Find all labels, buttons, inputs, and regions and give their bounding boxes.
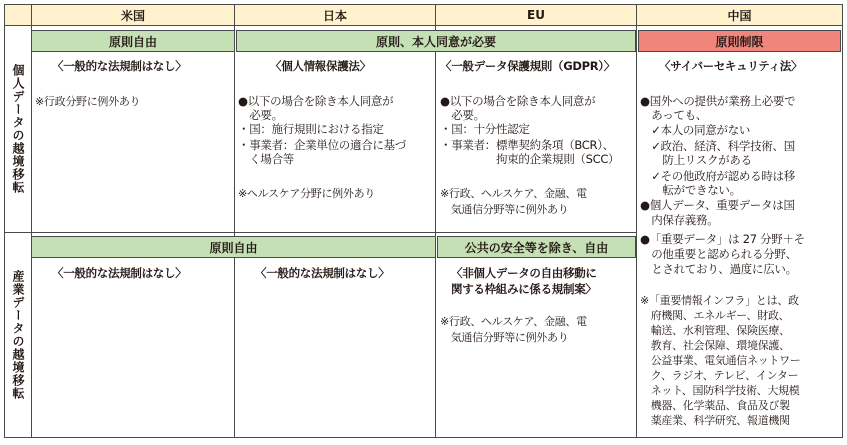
header-jp: 日本 <box>234 4 436 26</box>
band-personal-jp-eu: 原則、本人同意が必要 <box>236 30 636 52</box>
cn-line-6: ✓その他政府が認める時は移 <box>640 169 795 183</box>
eu-line-1: ●以下の場合を除き本人同意が <box>440 94 596 108</box>
cn-note-9: 薬産業、科学研究、報道機関 <box>640 414 790 427</box>
eu-line-5: 拘束的企業規則（SCC） <box>440 152 620 166</box>
band-industrial-us-jp: 原則自由 <box>31 236 436 258</box>
header-eu: EU <box>435 4 637 26</box>
law-personal-us: 〈一般的な法規制はなし〉 <box>52 59 187 73</box>
jp-line-3: ・国：施行規則における指定 <box>238 122 384 136</box>
jp-line-2: 必要。 <box>238 108 283 122</box>
jp-line-4: ・事業者：企業単位の適合に基づ <box>238 138 406 152</box>
cn-line-4: ✓政治、経済、科学技術、国 <box>640 139 795 153</box>
cn-note-7: ネット、国防科学技術、大規模 <box>640 384 800 397</box>
cn-note-4: 教育、社会保障、環境保護、 <box>640 339 790 352</box>
law-industrial-us: 〈一般的な法規制はなし〉 <box>52 266 187 280</box>
cn-note-1: ※「重要情報インフラ」とは、政 <box>640 294 799 307</box>
cn-line-1: ●国外への提供が業務上必要で <box>640 94 796 108</box>
row-label-personal: 個人データの越境移転 <box>4 25 32 233</box>
cn-note-6: ク、ラジオ、テレビ、インター <box>640 369 799 382</box>
cn-note-3: 輸送、水利管理、保険医療、 <box>640 324 790 337</box>
eu-line-2: 必要。 <box>440 108 485 122</box>
law-industrial-eu-2: 関する枠組みに係る規制案〉 <box>451 282 597 296</box>
header-us: 米国 <box>31 4 235 26</box>
cn-line-5: 防上リスクがある <box>640 153 752 167</box>
row-label-industrial: 産業データの越境移転 <box>4 232 32 438</box>
cn-note-2: 府機関、エネルギー、財政、 <box>640 309 790 322</box>
eu-note-2: 気通信分野等に例外あり <box>440 203 569 216</box>
cn-line-7: 転ができない。 <box>640 183 741 197</box>
law-industrial-eu-1: 〈非個人データの自由移動に <box>451 266 597 280</box>
corner-cell <box>4 4 32 26</box>
eu-line-3: ・国：十分性認定 <box>440 122 530 136</box>
eu-ind-note-2: 気通信分野等に例外あり <box>440 331 569 344</box>
law-personal-jp: 〈個人情報保護法〉 <box>270 59 371 73</box>
cn-line-11: の他重要と認められる分野、 <box>640 247 797 261</box>
cn-line-2: あっても、 <box>640 108 708 122</box>
cell-personal-us <box>31 25 235 233</box>
band-china: 原則制限 <box>638 30 841 52</box>
cn-note-8: 機器、化学薬品、食品及び製 <box>640 399 790 412</box>
cn-line-9: 内保存義務。 <box>640 213 719 227</box>
cn-line-10: ●「重要データ」は 27 分野＋そ <box>640 232 805 246</box>
band-personal-us: 原則自由 <box>31 30 235 52</box>
cell-industrial-us <box>31 232 235 438</box>
eu-note-1: ※行政、ヘルスケア、金融、電 <box>440 187 587 200</box>
cn-note-5: 公益事業、電気通信ネットワー <box>640 354 801 367</box>
band-industrial-eu: 公共の安全等を除き、自由 <box>437 236 636 258</box>
eu-ind-note-1: ※行政、ヘルスケア、金融、電 <box>440 315 587 328</box>
jp-line-5: く場合等 <box>238 152 294 166</box>
eu-line-4: ・事業者：標準契約条項（BCR）、 <box>440 138 614 152</box>
cn-line-12: とされており、過度に広い。 <box>640 262 797 276</box>
cn-line-3: ✓本人の同意がない <box>640 123 751 137</box>
cn-line-8: ●個人データ、重要データは国 <box>640 198 795 212</box>
note-personal-jp: ※ヘルスケア分野に例外あり <box>238 187 375 200</box>
cell-industrial-jp <box>234 232 436 438</box>
law-china: 〈サイバーセキュリティ法〉 <box>659 59 803 73</box>
jp-line-1: ●以下の場合を除き本人同意が <box>238 94 394 108</box>
law-industrial-jp: 〈一般的な法規制はなし〉 <box>255 266 390 280</box>
law-personal-eu: 〈一般データ保護規則（GDPR）〉 <box>440 59 615 73</box>
header-cn: 中国 <box>636 4 843 26</box>
note-personal-us: ※行政分野に例外あり <box>35 95 141 108</box>
